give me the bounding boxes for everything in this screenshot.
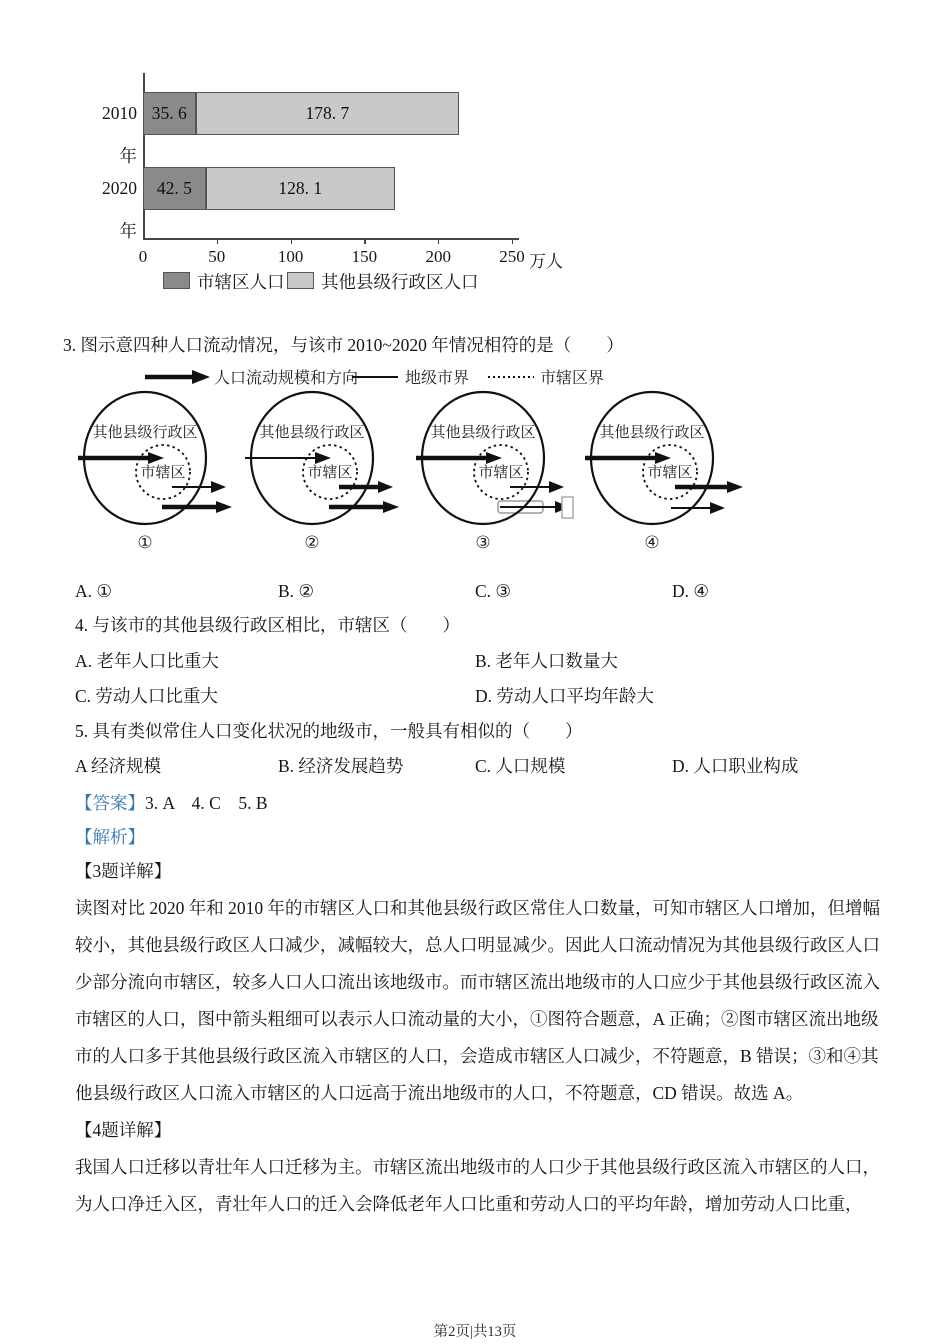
diagram1-outer-label: 其他县级行政区 (92, 425, 198, 441)
diagram4-inner-label: 市辖区 (647, 465, 693, 481)
chart-tick-label: 250 (499, 247, 525, 266)
detail3-line: 他县级行政区人口流入市辖区的人口远高于流出地级市的人口，不符题意，CD 错误。故选 A。 (75, 1083, 804, 1103)
diagram1-number: ① (137, 533, 153, 552)
q4-option-c: C. 劳动人口比重大 (75, 686, 218, 706)
question-4-text: 4. 与该市的其他县级行政区相比，市辖区（ ） (75, 615, 460, 635)
q5-option-b: B. 经济发展趋势 (278, 756, 404, 776)
chart-bar-segment: 178. 7 (196, 92, 460, 135)
question-5-text: 5. 具有类似常住人口变化状况的地级市，一般具有相似的（ ） (75, 721, 583, 741)
chart-tick (364, 238, 365, 244)
chart-tick-label: 100 (277, 247, 304, 266)
detail4-line: 为人口净迁入区，青壮年人口的迁入会降低老年人口比重和劳动人口的平均年龄，增加劳动人口比重， (75, 1194, 863, 1214)
diagram4-inflow-arrow-icon (585, 452, 671, 464)
diagram3-inner-label: 市辖区 (478, 465, 524, 481)
legend-flow-label: 人口流动规模和方向 (214, 370, 359, 387)
chart-category-label: 2010年 (102, 103, 137, 166)
diagram3-number: ③ (475, 533, 491, 552)
diagram4-county-outflow-arrow-icon (671, 502, 725, 514)
chart-tick (217, 238, 218, 244)
detail3-line: 市的人口多于其他县级行政区流入市辖区的人口，会造成市辖区人口减少，不符题意，B 错误；③和④其 (75, 1046, 879, 1066)
page-number-footer: 第2页|共13页 (433, 1324, 517, 1340)
diagram2-outer-label: 其他县级行政区 (259, 425, 365, 441)
q3-option-b: B. ② (278, 581, 315, 601)
chart-legend-swatch (163, 272, 190, 289)
diagram3-inflow-arrow-icon (416, 452, 502, 464)
chart-axis-unit: 万人 (529, 252, 563, 271)
chart-tick-label: 200 (425, 247, 451, 266)
chart-legend-label: 市辖区人口 (197, 272, 285, 292)
diagram2-inner-label: 市辖区 (307, 465, 353, 481)
chart-tick-label: 150 (351, 247, 378, 266)
detail3-heading: 【3题详解】 (75, 861, 172, 881)
chart-category-label: 2020年 (102, 178, 137, 241)
diagram4-outer-label: 其他县级行政区 (599, 425, 705, 441)
flow-diagram-3 (398, 390, 578, 558)
chart-legend-label: 其他县级行政区人口 (321, 272, 479, 292)
legend-city-boundary-label: 地级市界 (405, 370, 470, 387)
diagram2-county-outflow-arrow-icon (329, 501, 399, 513)
q5-option-d: D. 人口职业构成 (672, 756, 799, 776)
flow-arrow-icon (145, 370, 210, 384)
chart-tick (291, 238, 292, 244)
legend-district-boundary-label: 市辖区界 (540, 370, 605, 387)
diagram1-inflow-arrow-icon (78, 452, 164, 464)
chart-bar-segment: 128. 1 (206, 167, 395, 210)
chart-tick-label: 0 (138, 247, 148, 266)
analysis-label: 【解析】 (75, 827, 145, 847)
detail3-line: 少部分流向市辖区，较多人口人口流出该地级市。而市辖区流出地级市的人口应少于其他县级行政区流入 (75, 972, 880, 992)
chart-bar-segment: 42. 5 (143, 167, 206, 210)
q3-option-d: D. ④ (672, 581, 710, 601)
q5-option-c: C. 人口规模 (475, 756, 566, 776)
flow-diagram-1 (60, 390, 240, 558)
population-chart (85, 70, 595, 315)
diagram1-county-outflow-arrow-icon (162, 501, 232, 513)
diagram4-number: ④ (644, 533, 660, 552)
chart-tick (438, 238, 439, 244)
detail3-line: 读图对比 2020 年和 2010 年的市辖区人口和其他县级行政区常住人口数量，可知市辖区人口增加，但增幅 (75, 898, 880, 918)
flow-diagram-4 (567, 390, 747, 558)
q5-option-a: A 经济规模 (75, 756, 162, 776)
q4-option-d: D. 劳动人口平均年龄大 (475, 686, 654, 706)
detail3-line: 较小，其他县级行政区人口减少，减幅较大，总人口明显减少。因此人口流动情况为其他县级行政区人口 (75, 935, 880, 955)
flow-figure-legend (100, 362, 720, 392)
chart-tick (512, 238, 513, 244)
question-3-text: 3. 图示意四种人口流动情况，与该市 2010~2020 年情况相符的是（ ） (63, 335, 624, 355)
answer-values: 3. A 4. C 5. B (145, 793, 268, 813)
diagram1-inner-label: 市辖区 (140, 465, 186, 481)
q4-option-b: B. 老年人口数量大 (475, 651, 618, 671)
detail4-line: 我国人口迁移以青壮年人口迁移为主。市辖区流出地级市的人口少于其他县级行政区流入市辖区的人口， (75, 1157, 880, 1177)
chart-x-axis (143, 238, 519, 240)
flow-diagram-2 (227, 390, 407, 558)
chart-legend-swatch (287, 272, 314, 289)
chart-tick-label: 50 (208, 247, 226, 266)
detail4-heading: 【4题详解】 (75, 1120, 172, 1140)
chart-bar-segment: 35. 6 (143, 92, 196, 135)
q3-option-c: C. ③ (475, 581, 512, 601)
diagram3-outer-label: 其他县级行政区 (430, 425, 536, 441)
diagram2-inflow-arrow-icon (245, 452, 331, 464)
diagram2-number: ② (304, 533, 320, 552)
detail3-line: 市辖区的人口，图中箭头粗细可以表示人口流动量的大小，①图符合题意，A 正确；②图市辖区流出地级 (75, 1009, 879, 1029)
answer-label: 【答案】 (75, 793, 145, 813)
answer-line (75, 792, 268, 815)
q4-option-a: A. 老年人口比重大 (75, 651, 219, 671)
q3-option-a: A. ① (75, 581, 113, 601)
